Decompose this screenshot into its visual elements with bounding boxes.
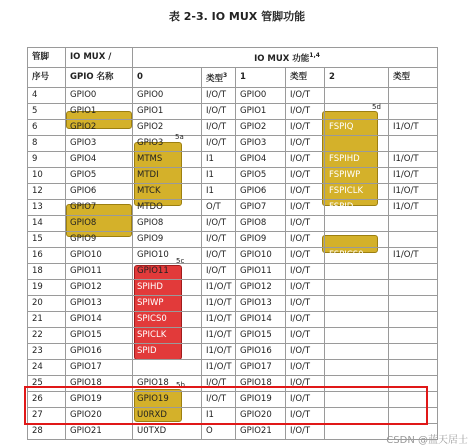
cell-t2: [389, 279, 438, 295]
cell-pin: 6: [28, 119, 66, 135]
cell-t1: I/O/T: [286, 359, 325, 375]
cell-f2: FSPICLK: [325, 183, 389, 199]
cell-f0: U0RXD: [133, 407, 202, 423]
cell-f1: GPIO21: [236, 423, 286, 439]
cell-f1: GPIO14: [236, 311, 286, 327]
cell-pin: 18: [28, 263, 66, 279]
header-func-group: IO MUX 功能$^{1,4}$: [133, 48, 438, 68]
cell-f0: GPIO10: [133, 247, 202, 263]
cell-t0: O/T: [202, 199, 236, 215]
cell-t2: [389, 359, 438, 375]
cell-t0: I/O/T: [202, 375, 236, 391]
cell-t2: [389, 103, 438, 119]
cell-t1: I/O/T: [286, 135, 325, 151]
cell-name: GPIO19: [66, 391, 133, 407]
watermark: CSDN @蓝天居士: [386, 435, 468, 446]
cell-f0: GPIO8: [133, 215, 202, 231]
cell-f2: [325, 327, 389, 343]
cell-pin: 19: [28, 279, 66, 295]
cell-t1: I/O/T: [286, 167, 325, 183]
cell-t1: I/O/T: [286, 295, 325, 311]
header-type2: 类型: [389, 67, 438, 87]
cell-t1: I/O/T: [286, 183, 325, 199]
cell-f0: GPIO18: [133, 375, 202, 391]
cell-name: GPIO6: [66, 183, 133, 199]
cell-f1: GPIO4: [236, 151, 286, 167]
cell-pin: 8: [28, 135, 66, 151]
cell-t1: I/O/T: [286, 263, 325, 279]
note-5b: 5b: [176, 381, 185, 389]
cell-f2: FSPIHD: [325, 151, 389, 167]
table-row: [28, 119, 438, 135]
header-pin-no: 管脚: [28, 48, 66, 68]
cell-f0: SPIWP: [133, 295, 202, 311]
cell-f0: MTMS: [133, 151, 202, 167]
cell-t2: I1/O/T: [389, 199, 438, 215]
table-row: [28, 231, 438, 247]
cell-t1: I/O/T: [286, 423, 325, 439]
cell-f1: GPIO13: [236, 295, 286, 311]
note-5a: 5a: [175, 133, 184, 141]
cell-t0: I/O/T: [202, 87, 236, 103]
cell-t0: I/O/T: [202, 119, 236, 135]
header-gpio-name: GPIO 名称: [66, 67, 133, 87]
cell-f0: GPIO2: [133, 119, 202, 135]
cell-t0: I/O/T: [202, 215, 236, 231]
cell-f0: GPIO9: [133, 231, 202, 247]
cell-pin: 25: [28, 375, 66, 391]
cell-f1: GPIO7: [236, 199, 286, 215]
cell-f2: [325, 295, 389, 311]
cell-f1: GPIO10: [236, 247, 286, 263]
cell-pin: 26: [28, 391, 66, 407]
table-row: [28, 151, 438, 167]
cell-t1: I/O/T: [286, 343, 325, 359]
cell-t0: I1: [202, 183, 236, 199]
cell-name: GPIO20: [66, 407, 133, 423]
cell-name: GPIO17: [66, 359, 133, 375]
cell-name: GPIO0: [66, 87, 133, 103]
cell-name: GPIO15: [66, 327, 133, 343]
cell-pin: 13: [28, 199, 66, 215]
cell-f0: GPIO1: [133, 103, 202, 119]
cell-name: GPIO14: [66, 311, 133, 327]
header-type1: 类型: [286, 67, 325, 87]
cell-t2: [389, 87, 438, 103]
cell-t0: I1: [202, 151, 236, 167]
cell-t0: I1: [202, 167, 236, 183]
header-func1: 1: [236, 67, 286, 87]
cell-f0: SPICLK: [133, 327, 202, 343]
cell-t0: I1/O/T: [202, 279, 236, 295]
cell-t0: I/O/T: [202, 103, 236, 119]
cell-f2: [325, 87, 389, 103]
cell-name: GPIO7: [66, 199, 133, 215]
cell-name: GPIO9: [66, 231, 133, 247]
cell-f0: SPIHD: [133, 279, 202, 295]
cell-f0: MTDO: [133, 199, 202, 215]
cell-f1: GPIO8: [236, 215, 286, 231]
cell-t0: I/O/T: [202, 231, 236, 247]
cell-f1: GPIO9: [236, 231, 286, 247]
cell-t1: I/O/T: [286, 407, 325, 423]
cell-f1: GPIO6: [236, 183, 286, 199]
cell-t2: I1/O/T: [389, 247, 438, 263]
table-row: [28, 135, 438, 151]
cell-name: GPIO3: [66, 135, 133, 151]
cell-t0: I1/O/T: [202, 343, 236, 359]
cell-t0: I1/O/T: [202, 295, 236, 311]
table-row: [28, 183, 438, 199]
cell-t1: I/O/T: [286, 327, 325, 343]
cell-pin: 16: [28, 247, 66, 263]
cell-t1: I/O/T: [286, 151, 325, 167]
header-io-mux-gpio: IO MUX /: [66, 48, 133, 68]
cell-t1: I/O/T: [286, 119, 325, 135]
cell-t1: I/O/T: [286, 311, 325, 327]
cell-f1: GPIO11: [236, 263, 286, 279]
cell-t1: I/O/T: [286, 87, 325, 103]
cell-f2: FSPID: [325, 199, 389, 215]
cell-t2: [389, 231, 438, 247]
cell-t1: I/O/T: [286, 215, 325, 231]
cell-f2: [325, 135, 389, 151]
cell-f1: GPIO16: [236, 343, 286, 359]
cell-name: GPIO2: [66, 119, 133, 135]
table-row: [28, 167, 438, 183]
note-5d: 5d: [372, 103, 381, 111]
cell-pin: 10: [28, 167, 66, 183]
cell-t2: [389, 327, 438, 343]
cell-f2: [325, 311, 389, 327]
cell-f1: GPIO19: [236, 391, 286, 407]
cell-name: GPIO21: [66, 423, 133, 439]
table-row: [28, 423, 438, 439]
cell-t2: [389, 311, 438, 327]
cell-f2: [325, 231, 389, 247]
cell-f0: GPIO0: [133, 87, 202, 103]
cell-t2: I1/O/T: [389, 183, 438, 199]
table-row: [28, 327, 438, 343]
cell-f1: GPIO15: [236, 327, 286, 343]
cell-t0: I1/O/T: [202, 327, 236, 343]
cell-f2: [325, 263, 389, 279]
cell-pin: 14: [28, 215, 66, 231]
cell-pin: 22: [28, 327, 66, 343]
cell-f0: MTDI: [133, 167, 202, 183]
cell-t2: [389, 263, 438, 279]
cell-f2: [325, 359, 389, 375]
cell-name: GPIO5: [66, 167, 133, 183]
header-type0: 类型$^3$: [202, 67, 236, 87]
cell-t1: I/O/T: [286, 199, 325, 215]
cell-pin: 24: [28, 359, 66, 375]
cell-t1: I/O/T: [286, 391, 325, 407]
cell-t1: I/O/T: [286, 375, 325, 391]
cell-t1: I/O/T: [286, 231, 325, 247]
cell-pin: 9: [28, 151, 66, 167]
cell-f1: GPIO2: [236, 119, 286, 135]
cell-t0: I1: [202, 407, 236, 423]
cell-t1: I/O/T: [286, 279, 325, 295]
table-title: 表 2-3. IO MUX 管脚功能: [168, 10, 306, 23]
cell-pin: 28: [28, 423, 66, 439]
cell-name: GPIO10: [66, 247, 133, 263]
cell-f1: GPIO1: [236, 103, 286, 119]
cell-name: GPIO4: [66, 151, 133, 167]
table-row: [28, 199, 438, 215]
table-row: [28, 87, 438, 103]
cell-f2: [325, 279, 389, 295]
table-row: [28, 247, 438, 263]
cell-f1: GPIO18: [236, 375, 286, 391]
table-row: [28, 359, 438, 375]
cell-f0: SPICS0: [133, 311, 202, 327]
cell-name: GPIO11: [66, 263, 133, 279]
table-row: [28, 311, 438, 327]
cell-f1: GPIO0: [236, 87, 286, 103]
cell-name: GPIO18: [66, 375, 133, 391]
cell-f0: SPID: [133, 343, 202, 359]
cell-t2: [389, 343, 438, 359]
cell-pin: 5: [28, 103, 66, 119]
cell-pin: 4: [28, 87, 66, 103]
cell-name: GPIO12: [66, 279, 133, 295]
cell-f2: FSPIQ: [325, 119, 389, 135]
cell-f0: GPIO19: [133, 391, 202, 407]
header-func0: 0: [133, 67, 202, 87]
cell-f0: SPIQ: [133, 359, 202, 375]
cell-f0: MTCK: [133, 183, 202, 199]
cell-t0: I/O/T: [202, 135, 236, 151]
cell-f2: [325, 423, 389, 439]
cell-pin: 20: [28, 295, 66, 311]
cell-t0: I1/O/T: [202, 359, 236, 375]
cell-f1: GPIO20: [236, 407, 286, 423]
cell-f1: GPIO17: [236, 359, 286, 375]
cell-pin: 15: [28, 231, 66, 247]
cell-t0: I/O/T: [202, 247, 236, 263]
cell-t0: O: [202, 423, 236, 439]
table-row: [28, 279, 438, 295]
cell-t0: I/O/T: [202, 391, 236, 407]
cell-f0: U0TXD: [133, 423, 202, 439]
cell-t2: I1/O/T: [389, 119, 438, 135]
cell-t1: I/O/T: [286, 103, 325, 119]
cell-t0: I/O/T: [202, 263, 236, 279]
cell-pin: 21: [28, 311, 66, 327]
header-pin-no-2: 序号: [28, 67, 66, 87]
cell-f2: FSPICS0: [325, 247, 389, 263]
cell-pin: 27: [28, 407, 66, 423]
cell-f2: [325, 343, 389, 359]
cell-t2: [389, 215, 438, 231]
table-row: [28, 343, 438, 359]
cell-t2: [389, 295, 438, 311]
cell-t2: I1/O/T: [389, 151, 438, 167]
table-row: [28, 263, 438, 279]
table-row: [28, 295, 438, 311]
cell-t1: I/O/T: [286, 247, 325, 263]
cell-name: GPIO16: [66, 343, 133, 359]
note-5c: 5c: [176, 257, 185, 265]
highlight-box-uart: [24, 386, 428, 425]
cell-t2: [389, 135, 438, 151]
cell-f1: GPIO5: [236, 167, 286, 183]
header-func2: 2: [325, 67, 389, 87]
cell-f1: GPIO12: [236, 279, 286, 295]
cell-name: GPIO8: [66, 215, 133, 231]
cell-t0: I1/O/T: [202, 311, 236, 327]
cell-f0: GPIO3: [133, 135, 202, 151]
cell-f2: FSPIWP: [325, 167, 389, 183]
cell-t2: I1/O/T: [389, 167, 438, 183]
cell-f2: [325, 215, 389, 231]
cell-name: GPIO13: [66, 295, 133, 311]
cell-f1: GPIO3: [236, 135, 286, 151]
table-row: [28, 215, 438, 231]
cell-pin: 12: [28, 183, 66, 199]
cell-name: GPIO1: [66, 103, 133, 119]
cell-f0: GPIO11: [133, 263, 202, 279]
cell-pin: 23: [28, 343, 66, 359]
